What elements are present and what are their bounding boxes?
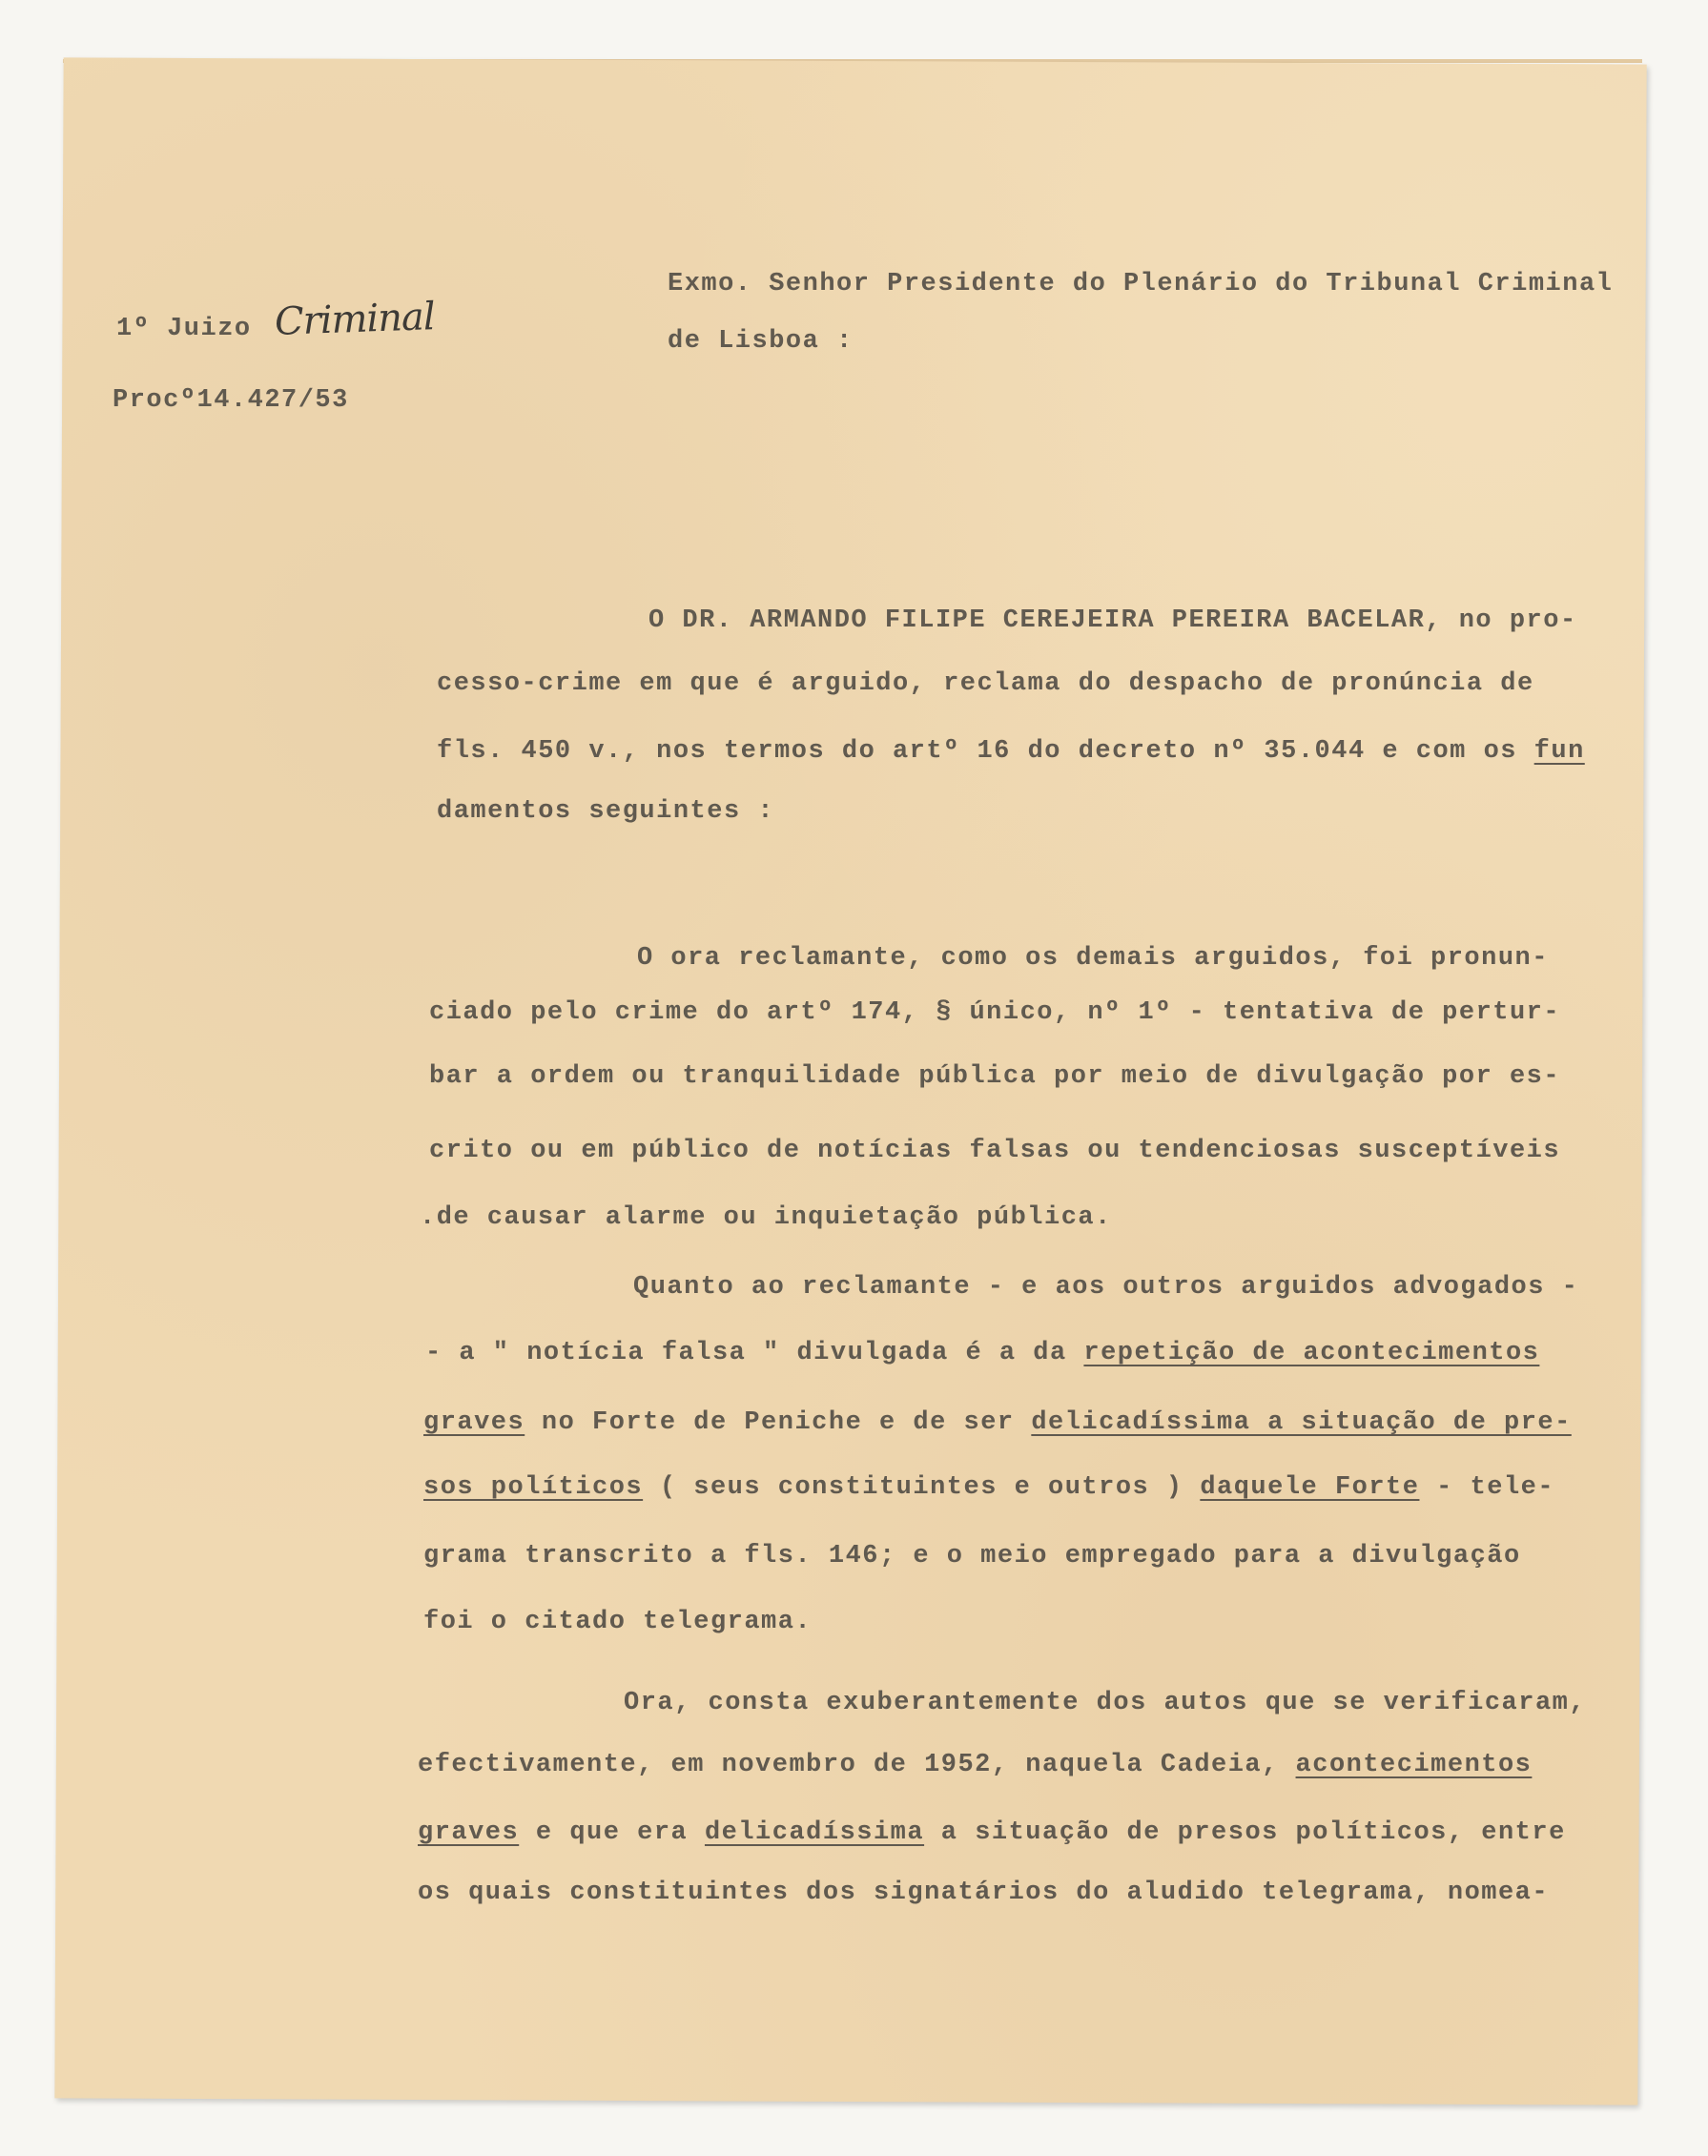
para3-line-4	[423, 1473, 1554, 1502]
para4-line-3-underlined-b: delicadíssima	[704, 1818, 925, 1847]
para2-line-3: bar a ordem ou tranquilidade pública por meio de divulgação por es-	[429, 1062, 1561, 1091]
para4-line-3-text-a: e que era	[519, 1818, 705, 1847]
para1-line-3	[437, 737, 1585, 766]
para4-line-3-text-b: a situação de presos políticos, entre	[924, 1818, 1566, 1847]
para3-line-3-underlined-a: graves	[423, 1408, 525, 1437]
para2-line-1: O ora reclamante, como os demais arguidos, foi pronun-	[637, 944, 1549, 973]
para4-line-2-text: efectivamente, em novembro de 1952, naquela Cadeia,	[418, 1751, 1296, 1779]
court-label: 1º Juizo	[116, 315, 252, 343]
addressee-line-1: Exmo. Senhor Presidente do Plenário do Tribunal Criminal	[668, 270, 1614, 298]
para3-line-4-underlined-a: sos políticos	[423, 1473, 644, 1502]
para3-line-1: Quanto ao reclamante - e aos outros arguidos advogados -	[633, 1273, 1579, 1302]
para3-line-4-text-a: ( seus constituintes e outros )	[643, 1473, 1201, 1502]
para2-line-4: crito ou em público de notícias falsas ou tendenciosas susceptíveis	[429, 1137, 1561, 1165]
para2-line-2: ciado pelo crime do artº 174, § único, nº 1º - tentativa de pertur-	[429, 998, 1561, 1027]
para1-line-3-text: fls. 450 v., nos termos do artº 16 do decreto nº 35.044 e com os	[437, 737, 1534, 766]
para4-line-1: Ora, consta exuberantemente dos autos que se verificaram,	[624, 1689, 1587, 1717]
process-number: Procº14.427/53	[113, 386, 349, 415]
para3-line-3	[423, 1408, 1572, 1437]
para3-line-5: grama transcrito a fls. 146; e o meio empregado para a divulgação	[423, 1542, 1521, 1571]
para4-line-4: os quais constituintes dos signatários do aludido telegrama, nomea-	[418, 1879, 1550, 1907]
para4-line-2-underlined: acontecimentos	[1295, 1751, 1533, 1779]
para3-line-3-text: no Forte de Peniche e de ser	[525, 1408, 1032, 1437]
para3-line-4-text-b: - tele-	[1419, 1473, 1555, 1502]
para4-line-3-underlined-a: graves	[418, 1818, 520, 1847]
para1-line-1: O DR. ARMANDO FILIPE CEREJEIRA PEREIRA BACELAR, no pro-	[648, 606, 1577, 635]
para3-line-6: foi o citado telegrama.	[423, 1608, 813, 1636]
para4-line-3	[418, 1818, 1566, 1847]
para1-line-2: cesso-crime em que é arguido, reclama do despacho de pronúncia de	[437, 669, 1534, 698]
para3-line-2-text: - a " notícia falsa " divulgada é a da	[425, 1339, 1084, 1367]
para1-line-3-underlined: fun	[1533, 737, 1585, 766]
para4-line-2	[418, 1751, 1532, 1779]
para3-line-3-underlined-b: delicadíssima a situação de pre-	[1031, 1408, 1572, 1437]
addressee-line-2: de Lisboa :	[668, 327, 854, 356]
para1-line-4: damentos seguintes :	[437, 797, 775, 826]
para3-line-2-underlined: repetição de acontecimentos	[1083, 1339, 1540, 1367]
para2-line-5: .de causar alarme ou inquietação pública.	[420, 1203, 1112, 1232]
para3-line-4-underlined-b: daquele Forte	[1200, 1473, 1420, 1502]
para3-line-2	[425, 1339, 1539, 1367]
court-handwritten-annotation: Criminal	[274, 295, 436, 344]
